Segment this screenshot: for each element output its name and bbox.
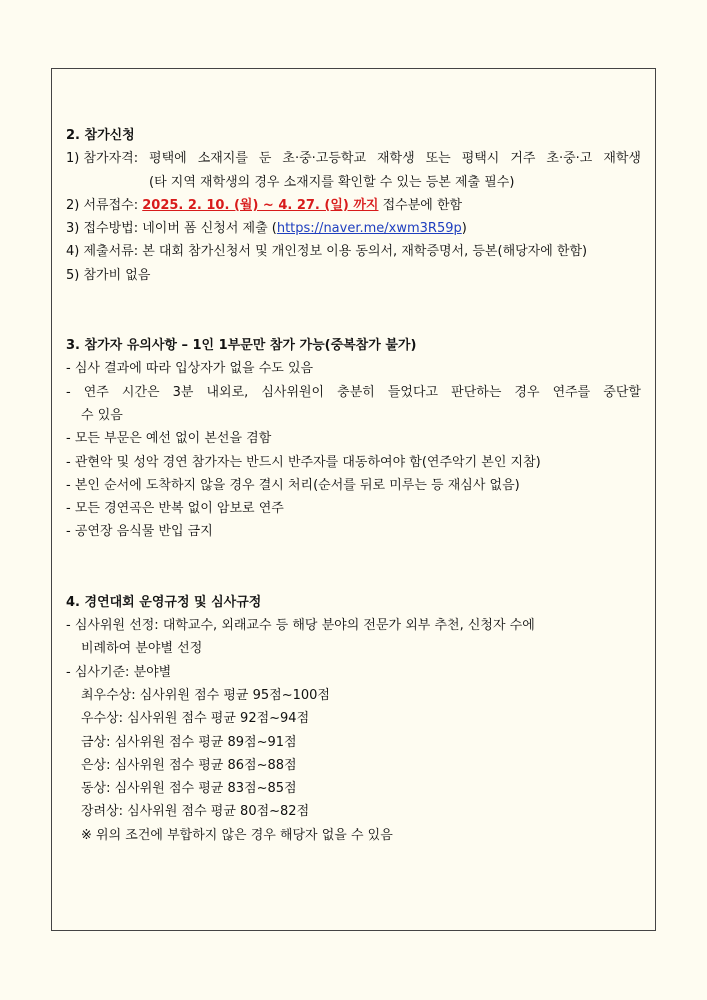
notice-word: 3분 (172, 384, 194, 400)
method-label: 3) 접수방법: 네이버 폼 신청서 제출 ( (66, 221, 277, 237)
notice-word: 경우 (514, 384, 540, 400)
notice-item-time-continuation: 수 있음 (81, 407, 123, 423)
notice-word: 내외로, (206, 384, 249, 400)
qualification-word: 소재지를 (197, 151, 248, 167)
award-grand-prize: 최우수상: 심사위원 점수 평균 95점~100점 (81, 687, 330, 703)
notice-word: 시간은 (121, 384, 160, 400)
notice-item: - 모든 경연곡은 반복 없이 암보로 연주 (66, 501, 284, 517)
qualification-word: 초·중·고등학교 (282, 151, 367, 167)
method-line (66, 217, 641, 240)
qualification-word: 재학생 (603, 151, 641, 167)
judges-line: - 심사위원 선정: 대학교수, 외래교수 등 해당 분야의 전문가 외부 추천, 신청자 수에 (66, 618, 535, 634)
criteria-label: - 심사기준: 분야별 (66, 664, 172, 680)
qualification-word: 거주 (510, 151, 536, 167)
notice-item: - 관현악 및 성악 경연 참가자는 반드시 반주자를 대동하여야 함(연주악기 본인 지참) (66, 454, 541, 470)
qualification-label: 1) 참가자격: (66, 151, 139, 167)
qualification-line (66, 147, 641, 170)
receipt-label: 2) 서류접수: (66, 197, 143, 213)
application-form-link[interactable]: https://naver.me/xwm3R59p (276, 221, 462, 237)
qualification-continuation: (타 지역 재학생의 경우 소재지를 확인할 수 있는 등본 제출 필수) (149, 174, 515, 190)
award-excellence: 우수상: 심사위원 점수 평균 92점~94점 (81, 711, 310, 727)
section-2-heading: 2. 참가신청 (66, 128, 135, 143)
notice-item: - 본인 순서에 도착하지 않을 경우 결시 처리(순서를 뒤로 미루는 등 재심사 없음) (66, 477, 520, 493)
award-silver: 은상: 심사위원 점수 평균 86점~88점 (81, 757, 297, 773)
qualification-word: 재학생 (376, 151, 415, 167)
qualification-word: 또는 (425, 151, 451, 167)
receipt-line (66, 194, 641, 217)
award-encouragement: 장려상: 심사위원 점수 평균 80점~82점 (81, 804, 310, 820)
criteria-note: ※ 위의 조건에 부합하지 않은 경우 해당자 없을 수 있음 (81, 827, 393, 843)
section-4-heading: 4. 경연대회 운영규정 및 심사규정 (66, 594, 262, 610)
notice-word: 심사위원이 (261, 384, 325, 400)
award-gold: 금상: 심사위원 점수 평균 89점~91점 (81, 734, 297, 750)
fee-line: 5) 참가비 없음 (66, 267, 151, 283)
receipt-suffix: 접수분에 한함 (378, 197, 463, 213)
judges-continuation: 비례하여 분야별 선정 (81, 641, 203, 657)
notice-item: - 모든 부문은 예선 없이 본선을 겸함 (66, 431, 272, 447)
qualification-word: 둔 (258, 151, 272, 167)
notice-word: 판단하는 (451, 384, 502, 400)
receipt-date: 2025. 2. 10. (월) ~ 4. 27. (일) 까지 (142, 197, 379, 213)
section-gap (66, 544, 641, 591)
notice-word: 충분히 (337, 384, 375, 400)
section-3-heading: 3. 참가자 유의사항 – 1인 1부문만 참가 가능(중복참가 불가) (66, 338, 417, 354)
award-bronze: 동상: 심사위원 점수 평균 83점~85점 (81, 781, 297, 797)
document-body (66, 124, 641, 847)
notice-word: 들었다고 (387, 384, 439, 400)
notice-word: 연주 (83, 384, 109, 400)
notice-word: - (66, 384, 71, 400)
qualification-word: 초·중·고 (546, 151, 593, 167)
section-gap (66, 287, 641, 334)
method-close: ) (461, 221, 467, 237)
page-frame (51, 68, 656, 931)
qualification-word: 평택에 (149, 151, 187, 167)
notice-word: 중단할 (603, 384, 641, 400)
documents-line: 4) 제출서류: 본 대회 참가신청서 및 개인정보 이용 동의서, 재학증명서, 등본(해당자에 한함) (66, 244, 588, 260)
notice-item: - 공연장 음식물 반입 금지 (66, 524, 213, 540)
qualification-word: 평택시 (461, 151, 500, 167)
notice-word: 연주를 (552, 384, 591, 400)
notice-item: - 심사 결과에 따라 입상자가 없을 수도 있음 (66, 361, 314, 377)
notice-item-time (66, 381, 641, 404)
